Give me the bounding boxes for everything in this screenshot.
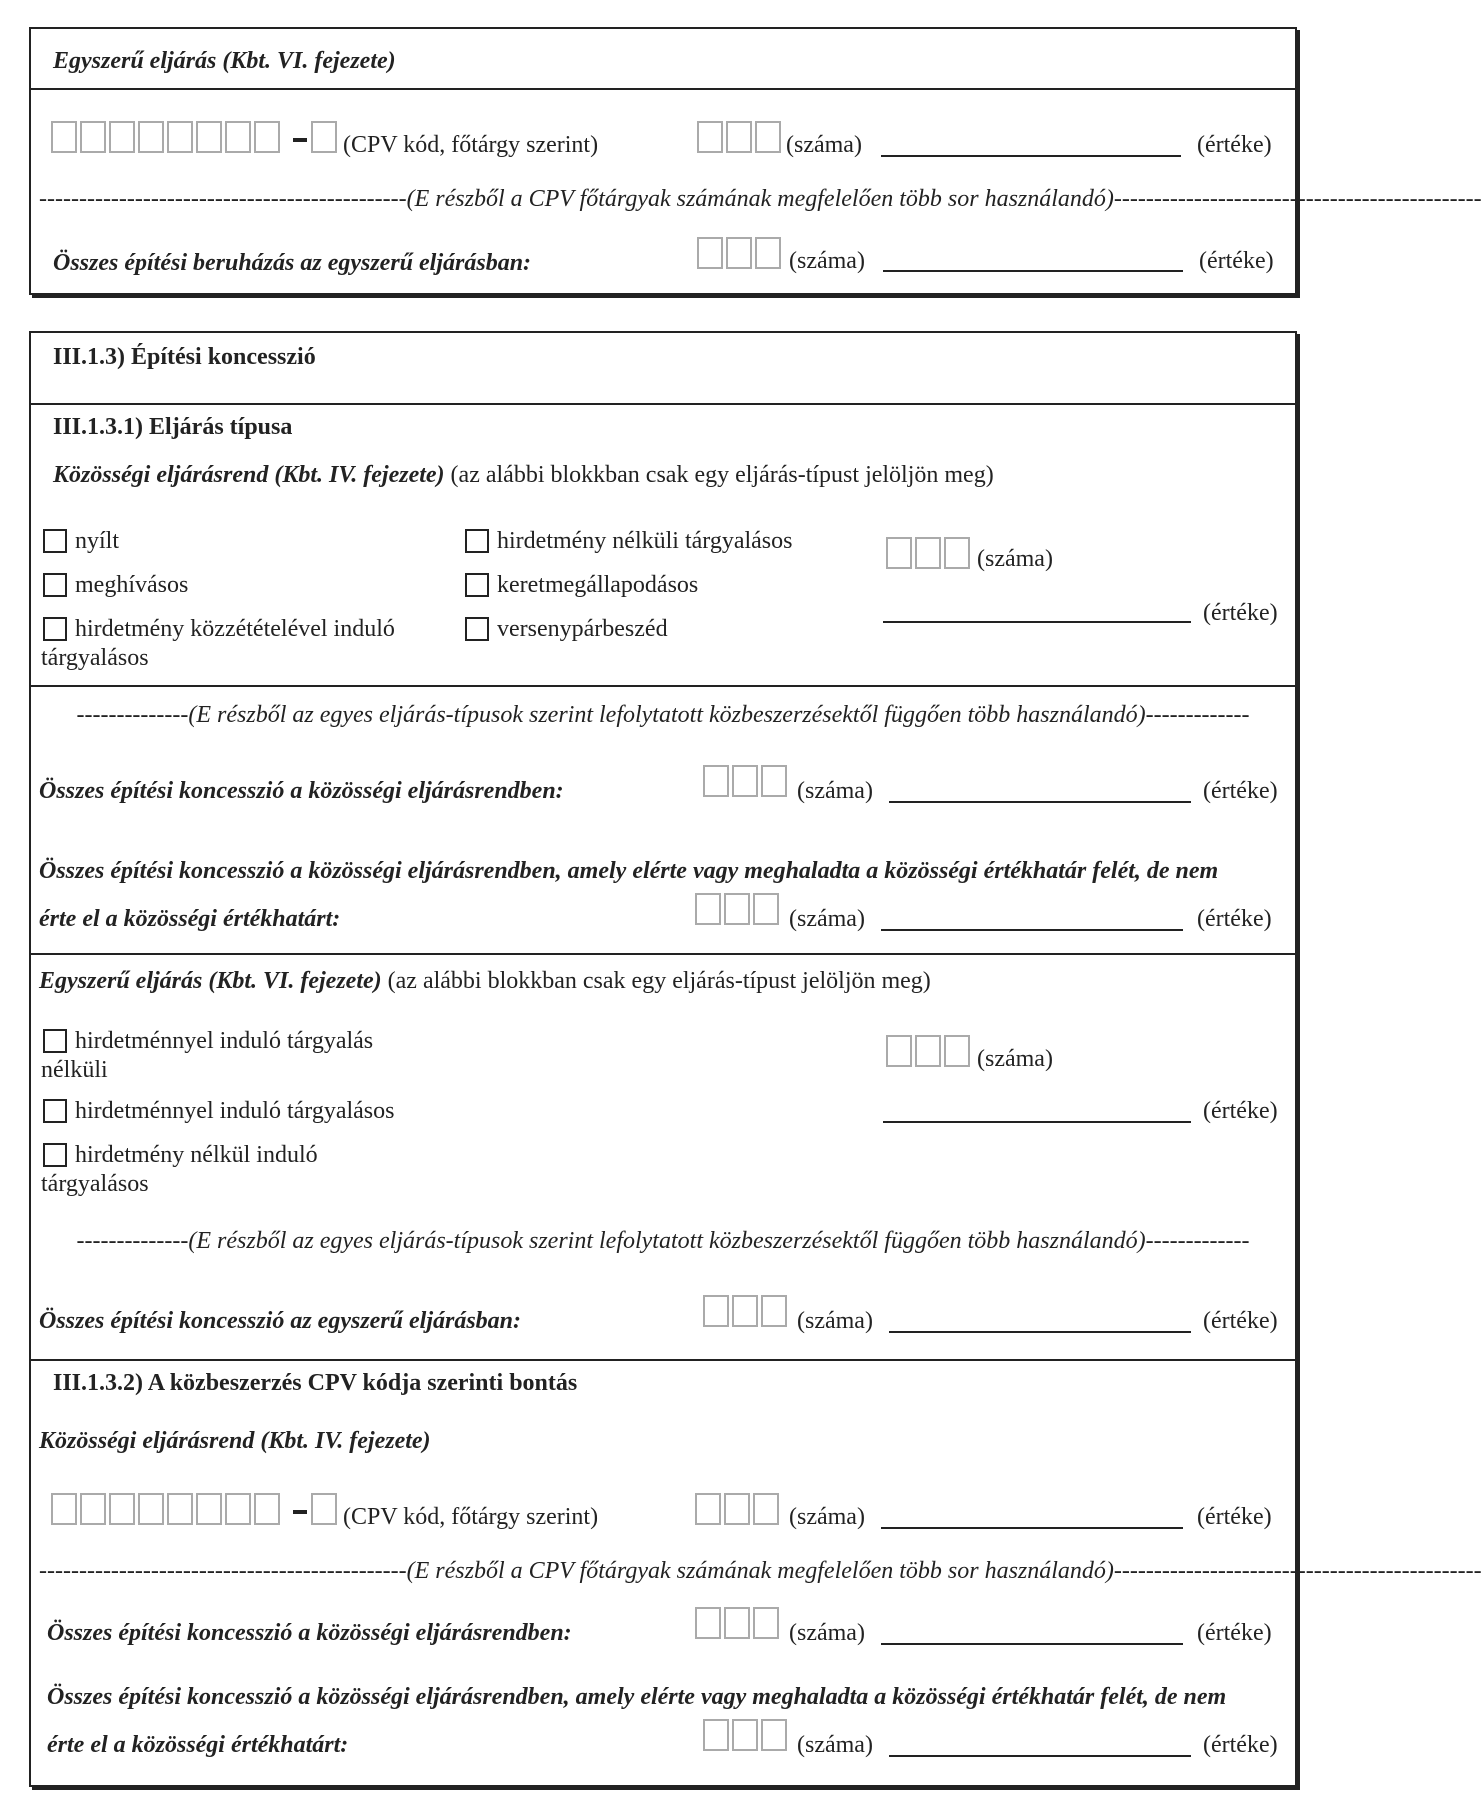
total-label: Összes építési beruházás az egyszerű eljárásban: xyxy=(53,250,532,276)
repeat-note-3: ----------------------------------------------(E részből a CPV főtárgyak számának megfelelően több sor használandó)---------------------------------------------- xyxy=(39,1558,1482,1584)
checkbox-framework[interactable] xyxy=(465,573,489,597)
total-half-threshold-count-label: (száma) xyxy=(789,906,865,932)
simple-count-boxes[interactable] xyxy=(886,1035,970,1067)
cpv-value-label: (értéke) xyxy=(1197,1504,1272,1530)
total-community-label: Összes építési koncesszió a közösségi eljárásrendben: xyxy=(39,778,564,804)
total-cpv-half-threshold-count-boxes[interactable] xyxy=(703,1719,787,1751)
cpv-hyphen xyxy=(293,138,307,142)
cpv-check-digit-box[interactable] xyxy=(311,121,337,153)
repeat-note: --------------(E részből az egyes eljárás-típusok szerint lefolytatott közbeszerzésektől függően több használandó)------------- xyxy=(76,702,1250,728)
option-no-notice-negotiated: hirdetmény nélkül induló xyxy=(75,1142,318,1168)
count-label: (száma) xyxy=(977,546,1053,572)
option-restricted: meghívásos xyxy=(75,572,189,598)
option-negotiated-with-notice: hirdetmény közzétételével induló xyxy=(75,616,395,642)
cpv-count-boxes[interactable] xyxy=(695,1493,779,1525)
total-count-label: (száma) xyxy=(789,248,865,274)
repeat-note: ----------------------------------------------(E részből a CPV főtárgyak számának megfelelően több sor használandó)---------------------------------------------- xyxy=(39,186,1482,212)
total-cpv-half-threshold-count-label: (száma) xyxy=(797,1732,873,1758)
total-half-threshold-value-label: (értéke) xyxy=(1197,906,1272,932)
repeat-note-2: --------------(E részből az egyes eljárás-típusok szerint lefolytatott közbeszerzésektől függően több használandó)------------- xyxy=(76,1228,1250,1254)
option-negotiated-with-notice-cont: tárgyalásos xyxy=(41,645,149,671)
divider xyxy=(31,403,1295,405)
option-notice-negotiated: hirdetménnyel induló tárgyalásos xyxy=(75,1098,395,1124)
total-count-boxes[interactable] xyxy=(697,237,781,269)
total-cpv-community-count-label: (száma) xyxy=(789,1620,865,1646)
total-value-line[interactable] xyxy=(883,270,1183,272)
panel-simple-procedure xyxy=(29,27,1482,295)
total-half-threshold-label-1: Összes építési koncesszió a közösségi eljárásrendben, amely elérte vagy meghaladta a közösségi értékhatár felét, de nem xyxy=(39,858,1219,884)
divider xyxy=(31,1359,1295,1361)
total-cpv-community-value-label: (értéke) xyxy=(1197,1620,1272,1646)
value-line[interactable] xyxy=(883,621,1191,623)
total-cpv-half-threshold-label-1: Összes építési koncesszió a közösségi eljárásrendben, amely elérte vagy meghaladta a közösségi értékhatár felét, de nem xyxy=(47,1684,1227,1710)
total-value-label: (értéke) xyxy=(1199,248,1274,274)
cpv-code-boxes[interactable] xyxy=(51,1493,280,1525)
total-simple-count-label: (száma) xyxy=(797,1308,873,1334)
total-simple-value-line[interactable] xyxy=(889,1331,1191,1333)
checkbox-negotiated-with-notice[interactable] xyxy=(43,617,67,641)
total-community-value-line[interactable] xyxy=(889,801,1191,803)
count-boxes[interactable] xyxy=(886,537,970,569)
checkbox-notice-no-negotiation[interactable] xyxy=(43,1029,67,1053)
option-notice-no-negotiation-cont: nélküli xyxy=(41,1057,108,1083)
cpv-label: (CPV kód, főtárgy szerint) xyxy=(343,1504,599,1530)
divider xyxy=(31,88,1295,90)
divider xyxy=(31,953,1295,955)
simple-value-label: (értéke) xyxy=(1203,1098,1278,1124)
option-negotiated-without-notice: hirdetmény nélküli tárgyalásos xyxy=(497,528,793,554)
total-cpv-community-count-boxes[interactable] xyxy=(695,1607,779,1639)
checkbox-restricted[interactable] xyxy=(43,573,67,597)
total-half-threshold-value-line[interactable] xyxy=(881,929,1183,931)
total-simple-count-boxes[interactable] xyxy=(703,1295,787,1327)
cpv-code-boxes[interactable] xyxy=(51,121,280,153)
total-cpv-half-threshold-value-label: (értéke) xyxy=(1203,1732,1278,1758)
section-heading: Egyszerű eljárás (Kbt. VI. fejezete) xyxy=(53,48,396,74)
divider xyxy=(31,685,1295,687)
total-cpv-half-threshold-label-2: érte el a közösségi értékhatárt: xyxy=(47,1732,349,1758)
total-half-threshold-label-2: érte el a közösségi értékhatárt: xyxy=(39,906,341,932)
value-line[interactable] xyxy=(881,155,1181,157)
section-title: III.1.3) Építési koncesszió xyxy=(53,344,316,370)
total-community-count-label: (száma) xyxy=(797,778,873,804)
total-cpv-community-label: Összes építési koncesszió a közösségi eljárásrendben: xyxy=(47,1620,572,1646)
total-cpv-half-threshold-value-line[interactable] xyxy=(889,1755,1191,1757)
simple-procedure-heading: Egyszerű eljárás (Kbt. VI. fejezete) (az alábbi blokkban csak egy eljárás-típust jelöljön meg) xyxy=(39,968,931,994)
option-framework: keretmegállapodásos xyxy=(497,572,699,598)
simple-value-line[interactable] xyxy=(883,1121,1191,1123)
simple-count-label: (száma) xyxy=(977,1046,1053,1072)
count-boxes[interactable] xyxy=(697,121,781,153)
value-label: (értéke) xyxy=(1197,132,1272,158)
subsection-procedure-type: III.1.3.1) Eljárás típusa xyxy=(53,414,293,440)
cpv-hyphen xyxy=(293,1510,307,1514)
panel-construction-concession xyxy=(29,331,1482,1787)
community-regime-heading: Közösségi eljárásrend (Kbt. IV. fejezete) (az alábbi blokkban csak egy eljárás-típust jelöljön meg) xyxy=(53,462,994,488)
total-community-count-boxes[interactable] xyxy=(703,765,787,797)
total-half-threshold-count-boxes[interactable] xyxy=(695,893,779,925)
cpv-check-digit-box[interactable] xyxy=(311,1493,337,1525)
cpv-value-line[interactable] xyxy=(881,1527,1183,1529)
checkbox-negotiated-without-notice[interactable] xyxy=(465,529,489,553)
option-competitive-dialogue: versenypárbeszéd xyxy=(497,616,668,642)
count-label: (száma) xyxy=(786,132,862,158)
cpv-count-label: (száma) xyxy=(789,1504,865,1530)
checkbox-open[interactable] xyxy=(43,529,67,553)
option-notice-no-negotiation: hirdetménnyel induló tárgyalás xyxy=(75,1028,374,1054)
total-community-value-label: (értéke) xyxy=(1203,778,1278,804)
total-simple-value-label: (értéke) xyxy=(1203,1308,1278,1334)
total-simple-label: Összes építési koncesszió az egyszerű eljárásban: xyxy=(39,1308,522,1334)
option-no-notice-negotiated-cont: tárgyalásos xyxy=(41,1171,149,1197)
option-open: nyílt xyxy=(75,528,120,554)
checkbox-no-notice-negotiated[interactable] xyxy=(43,1143,67,1167)
subsection-cpv-breakdown: III.1.3.2) A közbeszerzés CPV kódja szerinti bontás xyxy=(53,1370,578,1396)
checkbox-notice-negotiated[interactable] xyxy=(43,1099,67,1123)
cpv-label: (CPV kód, főtárgy szerint) xyxy=(343,132,599,158)
value-label: (értéke) xyxy=(1203,600,1278,626)
total-cpv-community-value-line[interactable] xyxy=(881,1643,1183,1645)
checkbox-competitive-dialogue[interactable] xyxy=(465,617,489,641)
community-regime-heading-2: Közösségi eljárásrend (Kbt. IV. fejezete) xyxy=(39,1428,431,1454)
